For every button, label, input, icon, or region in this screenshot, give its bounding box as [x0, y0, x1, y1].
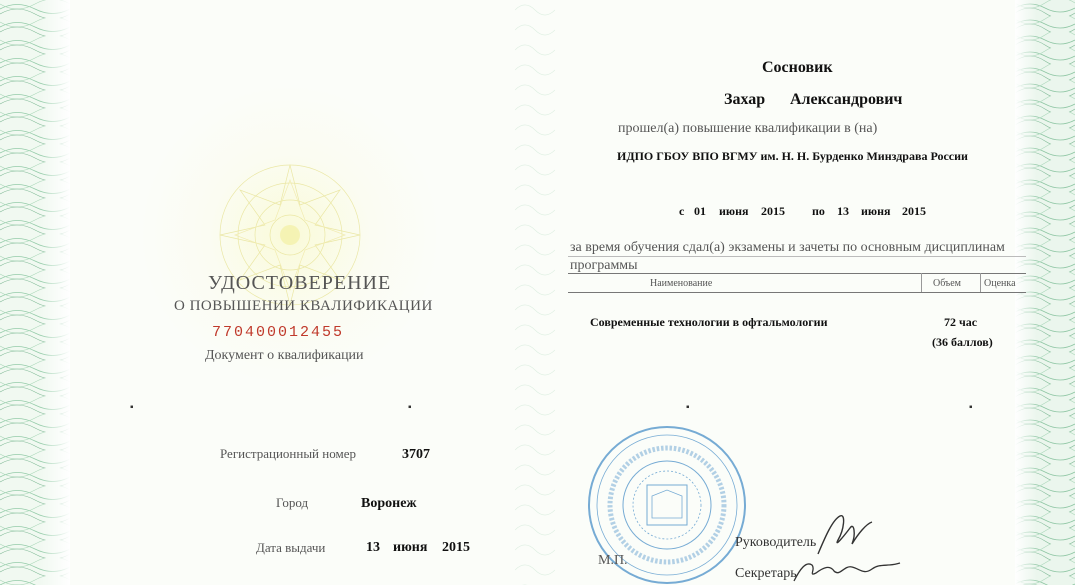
serial-number: 770400012455: [212, 324, 345, 341]
given-name: Захар: [724, 91, 766, 108]
head-signature: [810, 510, 880, 560]
table-header-grade: Оценка: [984, 278, 1016, 289]
guilloche-border-left: [0, 0, 70, 585]
issue-date-month: июня: [393, 540, 428, 555]
period-from-label: с: [679, 204, 685, 218]
exams-text-line1: за время обучения сдал(а) экзамены и зачеты по основным дисциплинам: [570, 240, 1005, 255]
table-cell-volume: 72 час: [944, 315, 978, 329]
table-divider: [980, 273, 981, 293]
period-to-year: 2015: [902, 204, 926, 218]
period-to-month: июня: [861, 204, 891, 218]
table-cell-subject: Современные технологии в офтальмологии: [590, 315, 828, 329]
exams-text-line2: программы: [570, 258, 638, 273]
table-header-volume: Объем: [933, 278, 961, 289]
period-from-day: 01: [694, 204, 706, 218]
table-top-rule: [568, 273, 1026, 274]
passed-text: прошел(а) повышение квалификации в (на): [618, 121, 878, 136]
issue-date-label: Дата выдачи: [256, 540, 326, 555]
table-header-name: Наименование: [650, 278, 713, 289]
table-divider: [921, 273, 922, 293]
guilloche-center-fold: [515, 0, 555, 585]
table-header-rule: [568, 292, 1026, 293]
institution-name: ИДПО ГБОУ ВПО ВГМУ им. Н. Н. Бурденко Минздрава России: [617, 149, 968, 163]
city-value: Воронеж: [361, 496, 417, 511]
period-to-day: 13: [837, 204, 849, 218]
registration-value: 3707: [402, 447, 430, 462]
secretary-signature: [790, 555, 910, 585]
head-label: Руководитель: [735, 535, 817, 550]
city-label: Город: [276, 495, 309, 510]
document-type: Документ о квалификации: [205, 348, 364, 363]
issue-date-day: 13: [366, 540, 380, 555]
corner-dot: ▪: [686, 402, 690, 413]
secretary-label: Секретарь: [735, 566, 797, 581]
patronymic: Александрович: [790, 91, 903, 108]
table-cell-grade: (36 баллов): [932, 335, 993, 349]
certificate-subtitle: О ПОВЫШЕНИИ КВАЛИФИКАЦИИ: [174, 298, 433, 314]
underline: [568, 256, 1026, 257]
corner-dot: ▪: [408, 402, 412, 413]
period-to-label: по: [812, 204, 825, 218]
certificate-title: УДОСТОВЕРЕНИЕ: [208, 272, 392, 294]
corner-dot: ▪: [969, 402, 973, 413]
issue-date-year: 2015: [442, 540, 470, 555]
period-from-year: 2015: [761, 204, 785, 218]
stamp-place-label: М.П.: [598, 553, 628, 568]
registration-label: Регистрационный номер: [220, 446, 356, 461]
corner-dot: ▪: [130, 402, 134, 413]
period-from-month: июня: [719, 204, 749, 218]
surname: Сосновик: [762, 59, 833, 76]
